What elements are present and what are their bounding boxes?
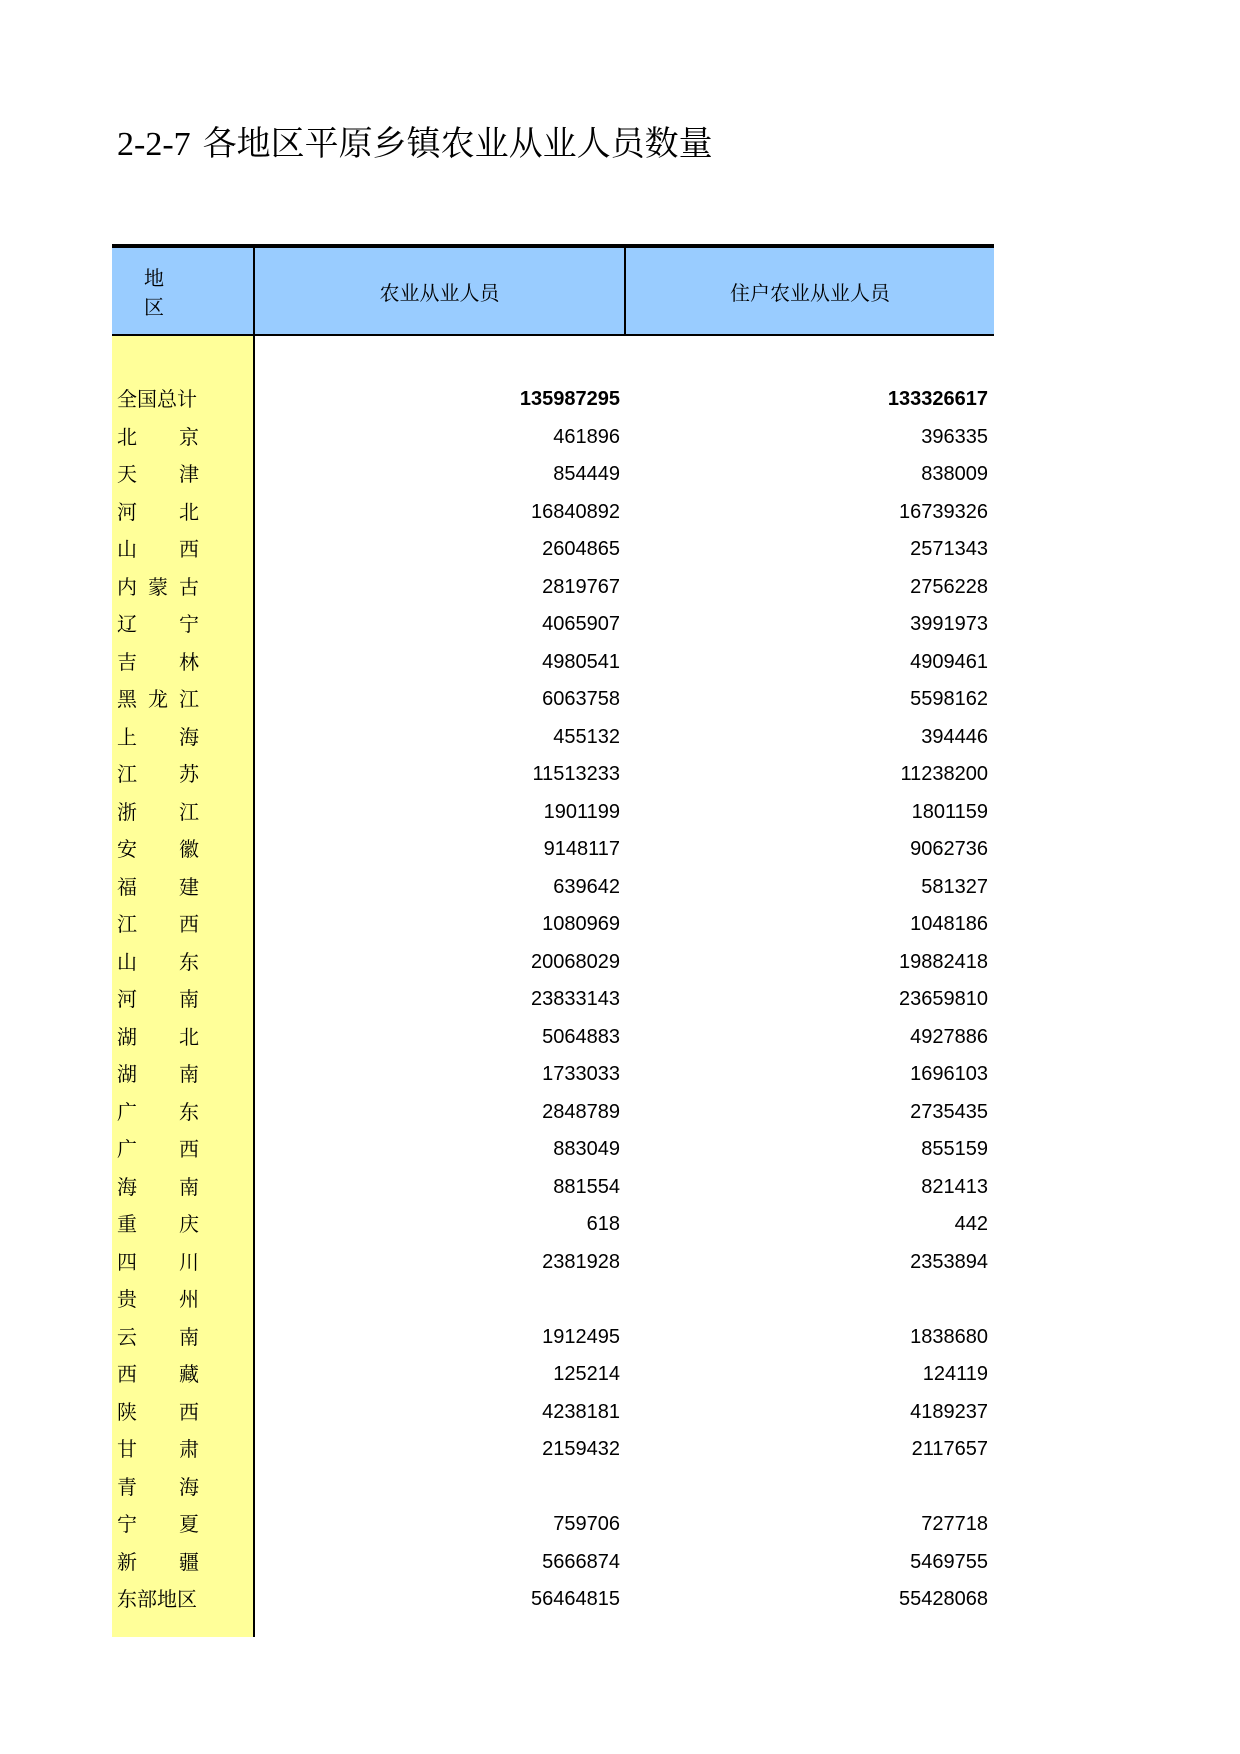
household-agri-workers-cell: 5469755 xyxy=(910,1550,988,1573)
household-agri-workers-cell: 442 xyxy=(954,1213,988,1235)
agri-workers-cell: 20068029 xyxy=(531,950,620,973)
household-agri-workers-cell: 4927886 xyxy=(910,1025,988,1048)
agri-workers-cell: 2159432 xyxy=(542,1438,620,1460)
agri-workers-cell xyxy=(255,1469,624,1507)
agri-workers-cell: 4065907 xyxy=(542,613,620,635)
agri-workers-cell: 6063758 xyxy=(542,688,620,710)
agri-workers-cell: 9148117 xyxy=(543,838,620,860)
region-cell: 内 蒙 古 xyxy=(117,574,199,599)
region-cell: 河 南 xyxy=(117,987,199,1011)
agri-workers-cell: 455132 xyxy=(553,725,620,748)
agri-workers-cell: 639642 xyxy=(553,875,620,898)
agri-workers-cell: 854449 xyxy=(553,463,620,485)
region-cell: 陕 西 xyxy=(117,1399,199,1424)
region-cell: 山 东 xyxy=(117,949,199,974)
household-agri-workers-cell: 16739326 xyxy=(899,500,988,523)
agri-workers-cell: 125214 xyxy=(553,1363,620,1385)
household-agri-workers-cell: 1696103 xyxy=(910,1063,988,1085)
region-cell: 全国总计 xyxy=(117,387,197,411)
region-cell: 甘 肃 xyxy=(117,1437,199,1461)
household-agri-workers-cell: 821413 xyxy=(921,1175,988,1198)
agri-workers-column xyxy=(255,336,624,1637)
household-agri-workers-cell: 1838680 xyxy=(910,1325,988,1348)
region-cell: 东部地区 xyxy=(117,1587,197,1611)
region-cell: 贵 州 xyxy=(117,1287,199,1311)
region-cell: 青 海 xyxy=(117,1474,199,1499)
agri-workers-cell: 2819767 xyxy=(542,575,620,598)
household-agri-workers-cell: 2353894 xyxy=(910,1250,988,1273)
region-cell: 河 北 xyxy=(117,499,199,524)
agri-workers-cell: 56464815 xyxy=(531,1588,620,1610)
household-agri-workers-cell: 396335 xyxy=(921,425,988,448)
region-cell: 四 川 xyxy=(117,1249,199,1274)
agri-workers-cell: 11513233 xyxy=(532,763,620,785)
region-cell: 西 藏 xyxy=(117,1362,199,1386)
agri-workers-cell: 2604865 xyxy=(542,538,620,560)
header-agri-workers: 农业从业人员 xyxy=(253,248,624,334)
household-agri-workers-cell xyxy=(624,1469,992,1507)
region-cell: 安 徽 xyxy=(117,837,199,861)
agri-workers-cell: 1901199 xyxy=(543,800,620,823)
household-agri-workers-cell: 838009 xyxy=(921,463,988,485)
table-title-text: 各地区平原乡镇农业从业人员数量 xyxy=(202,124,713,164)
agri-workers-cell: 1912495 xyxy=(542,1325,620,1348)
household-agri-workers-cell: 2571343 xyxy=(910,538,988,560)
agri-workers-cell: 16840892 xyxy=(531,500,620,523)
region-cell: 北 京 xyxy=(117,424,199,449)
agri-workers-cell: 618 xyxy=(586,1213,620,1235)
region-cell: 宁 夏 xyxy=(117,1512,199,1536)
region-cell: 上 海 xyxy=(117,724,199,749)
region-cell: 广 东 xyxy=(117,1099,199,1124)
table-body xyxy=(112,336,994,1637)
agri-workers-cell: 883049 xyxy=(553,1138,620,1160)
household-agri-workers-cell: 2117657 xyxy=(911,1438,988,1460)
region-cell: 吉 林 xyxy=(117,649,199,674)
household-agri-workers-cell: 2735435 xyxy=(910,1100,988,1123)
agri-workers-cell: 1080969 xyxy=(542,913,620,935)
household-agri-workers-cell: 3991973 xyxy=(910,613,988,635)
household-agri-workers-cell xyxy=(624,1281,992,1319)
agri-workers-cell: 135987295 xyxy=(519,388,620,410)
page-title xyxy=(117,122,713,167)
agri-workers-cell: 759706 xyxy=(553,1513,620,1535)
header-region: 地 区 xyxy=(144,266,248,319)
agri-workers-cell: 4238181 xyxy=(542,1400,620,1423)
table-number: 2-2-7 xyxy=(117,126,191,163)
region-column xyxy=(112,336,255,1637)
region-cell: 重 庆 xyxy=(117,1212,199,1236)
region-cell: 湖 南 xyxy=(117,1062,199,1086)
region-cell: 江 西 xyxy=(117,912,199,936)
agri-workers-cell xyxy=(255,1281,624,1319)
household-agri-workers-cell: 2756228 xyxy=(910,575,988,598)
household-agri-workers-cell: 124119 xyxy=(922,1363,988,1385)
agri-workers-cell: 4980541 xyxy=(542,650,620,673)
household-agri-workers-cell: 1048186 xyxy=(910,913,988,935)
household-agri-workers-cell: 4189237 xyxy=(910,1400,988,1423)
household-agri-workers-cell: 133326617 xyxy=(887,388,988,410)
household-agri-workers-column xyxy=(624,336,992,1637)
region-cell: 辽 宁 xyxy=(117,612,199,636)
region-cell: 天 津 xyxy=(117,462,199,486)
household-agri-workers-cell: 9062736 xyxy=(910,838,988,860)
household-agri-workers-cell: 855159 xyxy=(921,1138,988,1160)
household-agri-workers-cell: 727718 xyxy=(921,1513,988,1535)
region-cell: 湖 北 xyxy=(117,1024,199,1049)
agri-workers-cell: 23833143 xyxy=(531,988,620,1010)
region-cell: 黑 龙 江 xyxy=(117,687,199,711)
header-household-agri-workers: 住户农业从业人员 xyxy=(624,248,994,334)
data-table xyxy=(112,244,994,1637)
agri-workers-cell: 5666874 xyxy=(542,1550,620,1573)
region-cell: 新 疆 xyxy=(117,1549,199,1574)
region-cell: 云 南 xyxy=(117,1324,199,1349)
agri-workers-cell: 2848789 xyxy=(542,1100,620,1123)
agri-workers-cell: 2381928 xyxy=(542,1250,620,1273)
household-agri-workers-cell: 4909461 xyxy=(910,650,988,673)
region-cell: 江 苏 xyxy=(117,762,199,786)
table-header xyxy=(112,248,994,336)
region-cell: 浙 江 xyxy=(117,799,199,824)
region-cell: 福 建 xyxy=(117,874,199,899)
household-agri-workers-cell: 1801159 xyxy=(911,800,988,823)
agri-workers-cell: 5064883 xyxy=(542,1025,620,1048)
household-agri-workers-cell: 23659810 xyxy=(899,988,988,1010)
household-agri-workers-cell: 5598162 xyxy=(910,688,988,710)
household-agri-workers-cell: 394446 xyxy=(921,725,988,748)
region-cell: 海 南 xyxy=(117,1174,199,1199)
household-agri-workers-cell: 55428068 xyxy=(899,1588,988,1610)
region-cell: 山 西 xyxy=(117,537,199,561)
agri-workers-cell: 461896 xyxy=(553,425,620,448)
agri-workers-cell: 1733033 xyxy=(542,1063,620,1085)
household-agri-workers-cell: 11238200 xyxy=(900,763,988,785)
region-cell: 广 西 xyxy=(117,1137,199,1161)
household-agri-workers-cell: 581327 xyxy=(921,875,988,898)
agri-workers-cell: 881554 xyxy=(553,1175,620,1198)
household-agri-workers-cell: 19882418 xyxy=(899,950,988,973)
